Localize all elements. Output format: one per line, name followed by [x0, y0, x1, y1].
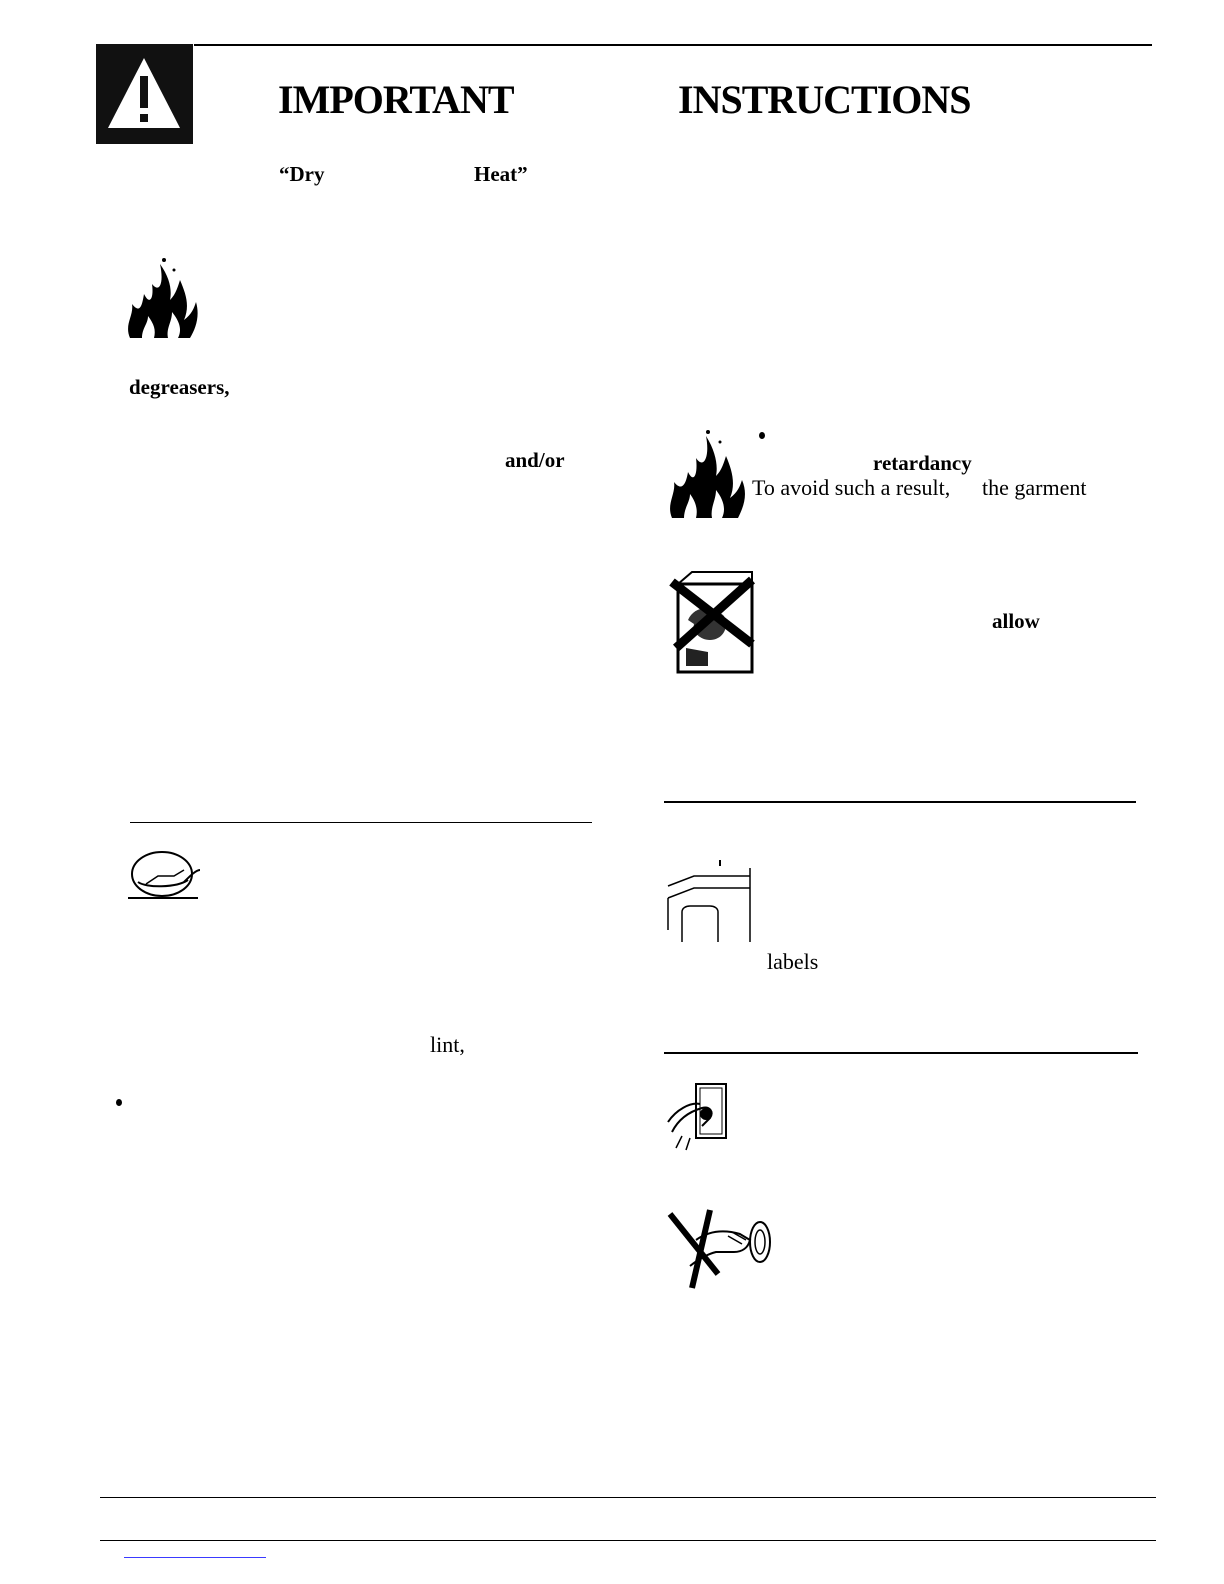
bullet — [116, 1099, 122, 1106]
text-allow: allow — [992, 609, 1040, 633]
text-the-garment: the garment — [982, 475, 1087, 500]
top-rule — [194, 44, 1152, 46]
dryer-icon — [664, 856, 754, 946]
section-rule-right-2 — [664, 1052, 1138, 1054]
warning-triangle-icon — [96, 44, 193, 144]
text-labels: labels — [767, 949, 819, 974]
footer-link-rule — [124, 1557, 266, 1558]
section-rule-left — [130, 822, 592, 823]
section-rule-right-1 — [664, 801, 1136, 803]
text-degreasers: degreasers, — [129, 375, 230, 399]
crossed-dryer-icon — [668, 570, 758, 680]
warning-block — [96, 44, 193, 144]
bottom-rule-1 — [100, 1497, 1156, 1498]
plug-outlet-icon — [666, 1082, 736, 1152]
text-retardancy: retardancy — [873, 451, 972, 475]
text-and-or: and/or — [505, 448, 565, 472]
text-heat: Heat” — [474, 162, 528, 186]
bottom-rule-2 — [100, 1540, 1156, 1541]
text-lint: lint, — [430, 1032, 465, 1057]
fire-icon — [664, 428, 754, 523]
heading-important: IMPORTANT — [278, 77, 514, 122]
text-dry: “Dry — [279, 162, 325, 186]
crossed-plug-icon — [666, 1210, 776, 1290]
lint-filter-icon — [126, 840, 206, 900]
bullet — [759, 432, 765, 439]
text-avoid: To avoid such a result, — [752, 475, 951, 500]
fire-icon — [120, 254, 200, 344]
heading-instructions: INSTRUCTIONS — [678, 77, 971, 122]
